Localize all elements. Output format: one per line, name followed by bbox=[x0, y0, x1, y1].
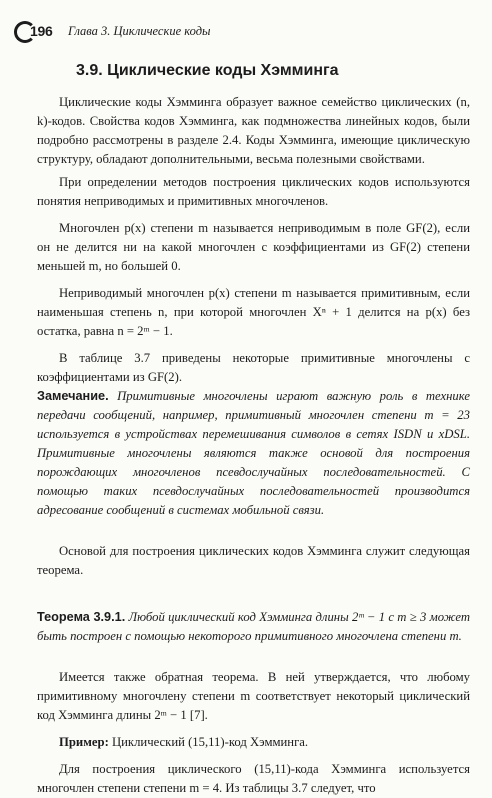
paragraph-converse-theorem: Имеется также обратная теорема. В ней утверждается, что любому примитивному многочлену степени m соответствует некоторый циклический код Хэмминга длины 2ᵐ − 1 [7]. bbox=[37, 670, 470, 722]
paragraph-methods: При определении методов построения циклических кодов используются понятия неприводимых и примитивных многочленов. bbox=[37, 175, 470, 208]
section-title: 3.9. Циклические коды Хэмминга bbox=[76, 62, 339, 79]
note-text: Примитивные многочлены играют важную роль в технике передачи сообщений, например, примитивный многочлен степени m = 23 используется в устройствах перемешивания символов в сетях ISDN и xDSL. Примитивные многочлены являются также основой для построения порождающих многочленов псевдослучайных последовательностей. С помощью таких псевдослучайных последовательностей производится адресование сообщений в системах мобильной связи. bbox=[37, 389, 470, 517]
paragraph-primitive-definition: Неприводимый многочлен p(x) степени m называется примитивным, если наименьшая степень n, при которой многочлен Xⁿ + 1 делится на p(x) без остатка, равна n = 2ᵐ − 1. bbox=[37, 286, 470, 338]
paragraph-intro: Циклические коды Хэмминга образует важное семейство циклических (n, k)-кодов. Свойства кодов Хэмминга, как подмножества линейных кодов, были подробно рассмотрены в разделе 2.4. Коды Хэмминга, имеющие циклическую структуру, обладают дополнительными, весьма полезными свойствами. bbox=[37, 95, 470, 166]
page-number-badge bbox=[12, 20, 64, 46]
theorem-text: Любой циклический код Хэмминга длины 2ᵐ − 1 с m ≥ 3 может быть построен с помощью некоторого примитивного многочлена степени m. bbox=[37, 610, 471, 643]
paragraph-irreducible-definition: Многочлен p(x) степени m называется неприводимым в поле GF(2), если он не делится ни на какой многочлен с коэффициентами из GF(2) степени меньшей m, но большей 0. bbox=[37, 221, 470, 273]
example-block bbox=[37, 733, 470, 752]
paragraph-theorem-intro: Основой для построения циклических кодов Хэмминга служит следующая теорема. bbox=[37, 544, 470, 577]
paragraph-construction: Для построения циклического (15,11)-кода Хэмминга используется многочлен степени степени m = 4. Из таблицы 3.7 следует, что bbox=[37, 762, 470, 795]
note-block bbox=[37, 387, 470, 520]
theorem-label: Теорема 3.9.1. bbox=[37, 610, 126, 624]
page-number: 196 bbox=[30, 23, 53, 39]
example-label: Пример: bbox=[59, 735, 109, 749]
example-text: Циклический (15,11)-код Хэмминга. bbox=[111, 735, 309, 749]
running-head: Глава 3. Циклические коды bbox=[68, 24, 211, 38]
note-label: Замечание. bbox=[37, 389, 109, 403]
page-header bbox=[12, 20, 482, 46]
theorem-block bbox=[37, 608, 470, 646]
paragraph-table-reference: В таблице 3.7 приведены некоторые примитивные многочлены с коэффициентами из GF(2). bbox=[37, 351, 470, 384]
body-text bbox=[37, 93, 470, 798]
